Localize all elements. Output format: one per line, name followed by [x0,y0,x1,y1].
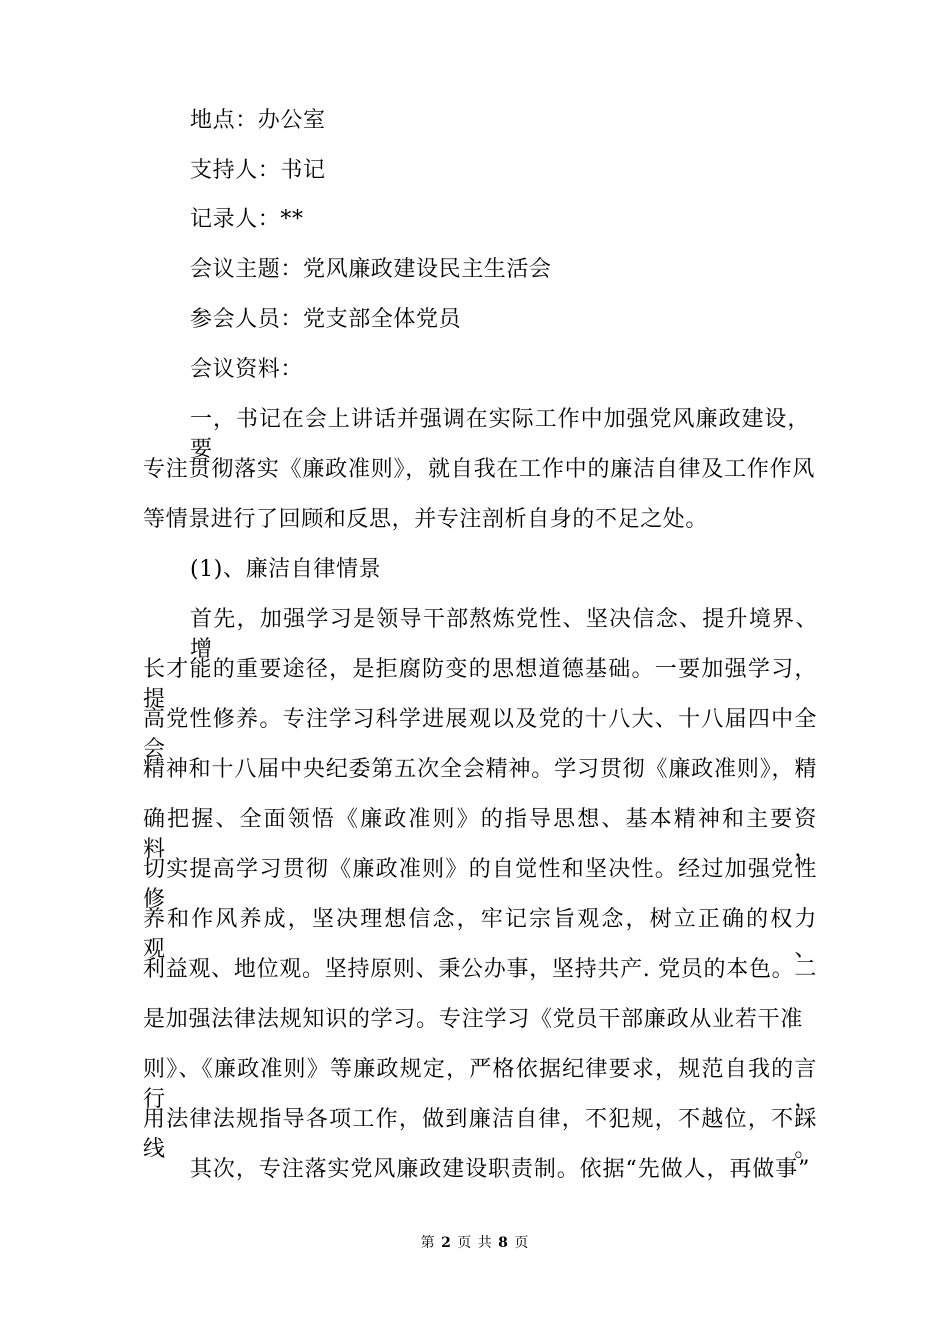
para1-line: 专注贯彻落实《廉政准则》，就自我在工作中的廉洁自律及工作作风 [143,457,815,482]
para2-line: 长才能的重要途径，是拒腐防变的思想道德基础。一要加强学习，提 [143,657,817,712]
section-heading: (1)、廉洁自律情景 [190,557,382,582]
para1-line: 等情景进行了回顾和反思，并专注剖析自身的不足之处。 [143,507,709,532]
meta-attendees: 参会人员：党支部全体党员 [190,307,462,332]
footer-suffix: 页 [514,1235,530,1251]
para2-line: 高党性修养。专注学习科学进展观以及党的十八大、十八届四中全会 [143,707,817,762]
meta-location: 地点：办公室 [190,108,326,133]
para2-line: 则》、《廉政准则》等廉政规定，严格依据纪律要求，规范自我的言行， [143,1057,817,1112]
para2-line: 首先，加强学习是领导干部熬炼党性、坚决信念、提升境界、增 [190,607,818,662]
footer-current-page: 2 [441,1235,452,1251]
para3-line: 其次，专注落实党风廉政建设职责制。依据“先做人，再做事” [190,1157,810,1182]
meta-host: 支持人：书记 [190,158,326,183]
meta-theme: 会议主题：党风廉政建设民主生活会 [190,257,552,282]
footer-total-pages: 8 [498,1235,509,1251]
para2-line: 用法律法规指导各项工作，做到廉洁自律，不犯规，不越位，不踩线。 [143,1107,817,1162]
meta-materials: 会议资料： [190,357,304,382]
footer-prefix: 第 [420,1235,436,1251]
para2-line: 是加强法律法规知识的学习。专注学习《党员干部廉政从业若干准 [143,1007,803,1032]
para2-line: 利益观、地位观。坚持原则、秉公办事，坚持共产. 党员的本色。二 [143,957,817,982]
para1-line: 一，书记在会上讲话并强调在实际工作中加强党风廉政建设，要 [190,407,810,462]
footer-middle: 页 共 [457,1235,493,1251]
meta-recorder: 记录人：** [190,207,304,232]
para2-line: 切实提高学习贯彻《廉政准则》的自觉性和坚决性。经过加强党性修 [143,857,817,912]
para2-line: 养和作风养成，坚决理想信念，牢记宗旨观念，树立正确的权力观、 [143,907,817,962]
para2-line: 确把握、全面领悟《廉政准则》的指导思想、基本精神和主要资料， [143,807,817,862]
page-footer [0,1234,950,1252]
para2-line: 精神和十八届中央纪委第五次全会精神。学习贯彻《廉政准则》，精 [143,757,817,782]
